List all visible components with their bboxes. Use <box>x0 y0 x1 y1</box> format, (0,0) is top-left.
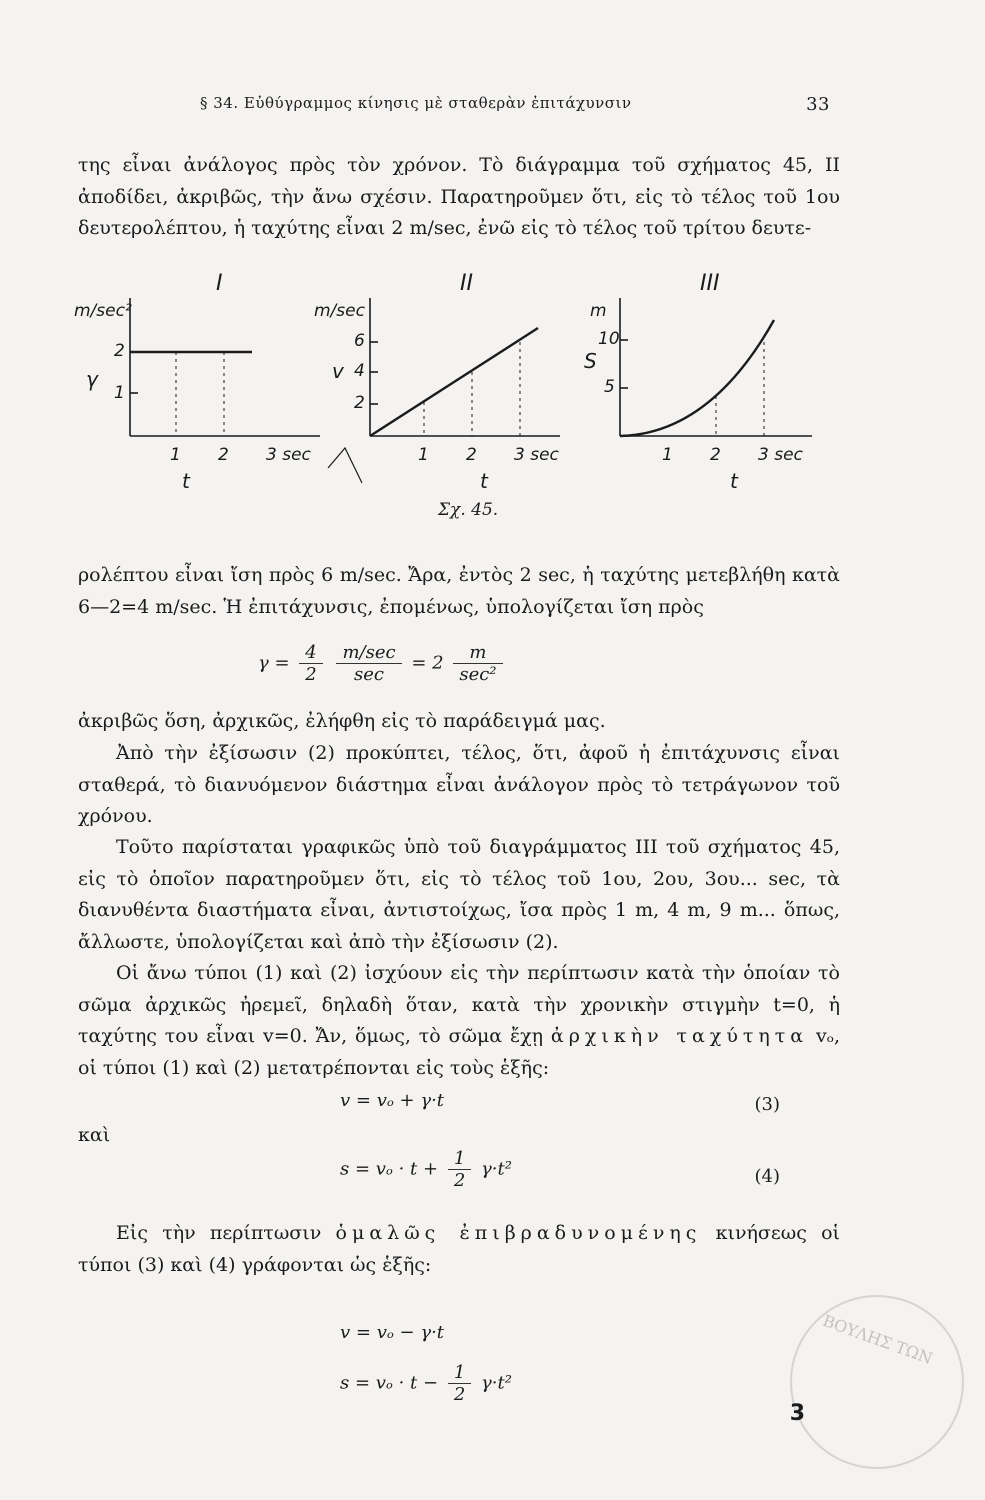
panel-2-ytick-6: 6 <box>354 331 365 351</box>
panel-3-xvar: t <box>730 469 738 493</box>
paragraph-6-emphasis: ἀρχικὴν ταχύτητα <box>550 1025 809 1047</box>
paragraph-6-text <box>78 958 840 1084</box>
equation-gamma <box>258 642 507 685</box>
paragraph-7-part-c: κινήσεως οἱ τύποι (3) καὶ (4) γράφονται ὡς ἑξῆς: <box>78 1222 840 1276</box>
eq-gamma-frac-3 <box>453 642 502 685</box>
panel-3-yunit: m <box>590 301 607 321</box>
paragraph-2-text: ρολέπτου εἶναι ἴση πρὸς 6 m/sec. Ἄρα, ἐντὸς 2 sec, ἡ ταχύτης μετεβλήθη κατὰ 6—2=4 m/sec. Ἡ ἐπιτάχυνσις, ἐπομένως, ὑπολογίζεται ἴση πρὸς <box>78 564 840 618</box>
panel-3-ytick-10: 10 <box>598 329 620 349</box>
panel-1-label: I <box>216 271 223 296</box>
library-stamp <box>790 1295 964 1469</box>
paragraph-4 <box>78 738 840 833</box>
panel-3-ytick-5: 5 <box>604 377 615 397</box>
paragraph-4-text: Ἀπὸ τὴν ἐξίσωσιν (2) προκύπτει, τέλος, ὅτι, ἀφοῦ ἡ ἐπιτάχυνσις εἶναι σταθερά, τὸ διανυόμενον διάστημα εἶναι ἀνάλογον πρὸς τὸ τετράγωνον τοῦ χρόνου. <box>78 742 840 827</box>
eq6-frac <box>448 1362 471 1405</box>
equation-5 <box>340 1322 444 1343</box>
panel-2-xvar: t <box>480 469 488 493</box>
running-header <box>200 94 830 115</box>
section-title: § 34. Εὐθύγραμμος κίνησις μὲ σταθερὰν ἐπιτάχυνσιν <box>200 94 632 112</box>
eq6-num: 1 <box>448 1362 471 1384</box>
eq6-lhs: s = vₒ · t − <box>340 1372 439 1394</box>
eq-gamma-den-2: sec <box>354 664 385 685</box>
eq5-body: v = vₒ − γ·t <box>340 1322 445 1343</box>
equation-4 <box>340 1148 780 1191</box>
eq4-den: 2 <box>453 1170 466 1191</box>
eq-gamma-frac-2 <box>336 642 401 685</box>
kai-line <box>78 1120 840 1152</box>
paragraph-6 <box>78 958 840 1084</box>
eq-gamma-num-3: m <box>453 642 502 664</box>
panel-2-xtick-3: 3 sec <box>514 445 559 465</box>
panel-2-xtick-1: 1 <box>418 445 429 465</box>
kai-text: καὶ <box>78 1124 111 1146</box>
equation-6 <box>340 1362 512 1405</box>
panel-2-yvar: v <box>332 359 344 383</box>
eq6-den: 2 <box>453 1384 466 1405</box>
eq4-number: (4) <box>754 1166 780 1187</box>
paragraph-7 <box>78 1218 840 1281</box>
panel-3-yvar: S <box>584 349 597 373</box>
page-number: 33 <box>806 94 830 115</box>
eq6-rhs: γ·t² <box>481 1372 512 1394</box>
figure-45 <box>70 258 830 528</box>
equation-3 <box>340 1090 780 1115</box>
paragraph-6-part-c: vₒ, οἱ τύποι (1) καὶ (2) μετατρέπονται εἰς τοὺς ἑξῆς: <box>78 1025 841 1079</box>
paragraph-3 <box>78 706 840 738</box>
paragraph-3-text: ἀκριβῶς ὅση, ἀρχικῶς, ἐλήφθη εἰς τὸ παράδειγμά μας. <box>78 710 606 732</box>
panel-3-xtick-1: 1 <box>662 445 673 465</box>
paragraph-5 <box>78 832 840 958</box>
paragraph-5-text: Τοῦτο παρίσταται γραφικῶς ὑπὸ τοῦ διαγράμματος III τοῦ σχήματος 45, εἰς τὸ ὁποῖον παρατηροῦμεν ὅτι, εἰς τὸ τέλος τοῦ 1ου, 2ου, 3ου... sec, τὰ διανυθέντα διαστήματα εἶναι, ἀντιστοίχως, ἴσα πρὸς 1 m, 4 m, 9 m... ὅπως, ἄλλωστε, ὑπολογίζεται καὶ ἀπὸ τὴν ἐξίσωσιν (2). <box>78 836 840 953</box>
eq4-num: 1 <box>448 1148 471 1170</box>
panel-1-yvar: γ <box>86 367 98 391</box>
pencil-mark <box>328 448 362 483</box>
eq-gamma-frac-1 <box>299 642 322 685</box>
eq4-frac <box>448 1148 471 1191</box>
figure-caption: Σχ. 45. <box>438 500 499 520</box>
eq-gamma-num-1: 4 <box>299 642 322 664</box>
paragraph-1 <box>78 150 840 245</box>
panel-1-xtick-3: 3 sec <box>266 445 311 465</box>
signature-mark: 3 <box>789 1401 805 1426</box>
eq3-body: v = vₒ + γ·t <box>340 1090 445 1111</box>
panel-3-xtick-3: 3 sec <box>758 445 803 465</box>
panel-3-xtick-2: 2 <box>710 445 721 465</box>
eq-gamma-lhs: γ = <box>258 652 290 674</box>
eq-gamma-eq2: = 2 <box>411 652 444 674</box>
panel-2-yunit: m/sec <box>314 301 365 321</box>
panel-1-ytick-2: 2 <box>114 341 125 361</box>
panel-1-xtick-2: 2 <box>218 445 229 465</box>
paragraph-6-part-a: Οἱ ἄνω τύποι (1) καὶ (2) ἰσχύουν εἰς τὴν περίπτωσιν κατὰ τὴν ὁποίαν τὸ σῶμα ἀρχικῶς ἠρεμεῖ, δηλαδὴ ὅταν, κατὰ τὴν χρονικὴν στιγμὴν t=0, ἡ ταχύτης του εἶναι v=0. Ἄν, ὅμως, τὸ σῶμα ἔχῃ <box>78 962 840 1047</box>
paragraph-2 <box>78 560 840 623</box>
eq3-number: (3) <box>754 1094 780 1115</box>
panel-3-distance-curve <box>620 320 774 436</box>
panel-1-xtick-1: 1 <box>170 445 181 465</box>
panel-2-ytick-2: 2 <box>354 393 365 413</box>
paragraph-7-emphasis: ὁμαλῶς ἐπιβραδυνομένης <box>335 1222 702 1244</box>
panel-2-xtick-2: 2 <box>466 445 477 465</box>
panel-2-ytick-4: 4 <box>354 361 365 381</box>
eq-gamma-den-3: sec² <box>459 664 497 685</box>
panel-1-xvar: t <box>182 469 190 493</box>
paragraph-7-text <box>78 1218 840 1281</box>
eq-gamma-num-2: m/sec <box>336 642 401 664</box>
panel-2-velocity-line <box>370 328 538 436</box>
paragraph-7-part-a: Εἰς τὴν περίπτωσιν <box>116 1222 322 1244</box>
panel-1-ytick-1: 1 <box>114 383 125 403</box>
panel-2-label: II <box>460 271 473 296</box>
eq-gamma-den-1: 2 <box>305 664 317 685</box>
paragraph-1-text: της εἶναι ἀνάλογος πρὸς τὸν χρόνον. Τὸ διάγραμμα τοῦ σχήματος 45, II ἀποδίδει, ἀκριβῶς, τὴν ἄνω σχέσιν. Παρατηροῦμεν ὅτι, εἰς τὸ τέλος τοῦ 1ου δευτερολέπτου, ἡ ταχύτης εἶναι 2 m/sec, ἐνῶ εἰς τὸ τέλος τοῦ τρίτου δευτε- <box>78 154 840 239</box>
eq4-rhs: γ·t² <box>481 1158 512 1180</box>
panel-3-label: III <box>700 271 720 296</box>
panel-1-yunit: m/sec² <box>74 301 132 321</box>
eq4-lhs: s = vₒ · t + <box>340 1158 439 1180</box>
library-stamp-text: ΒΟΥΛΗΣ ΤΩΝ <box>820 1310 936 1369</box>
